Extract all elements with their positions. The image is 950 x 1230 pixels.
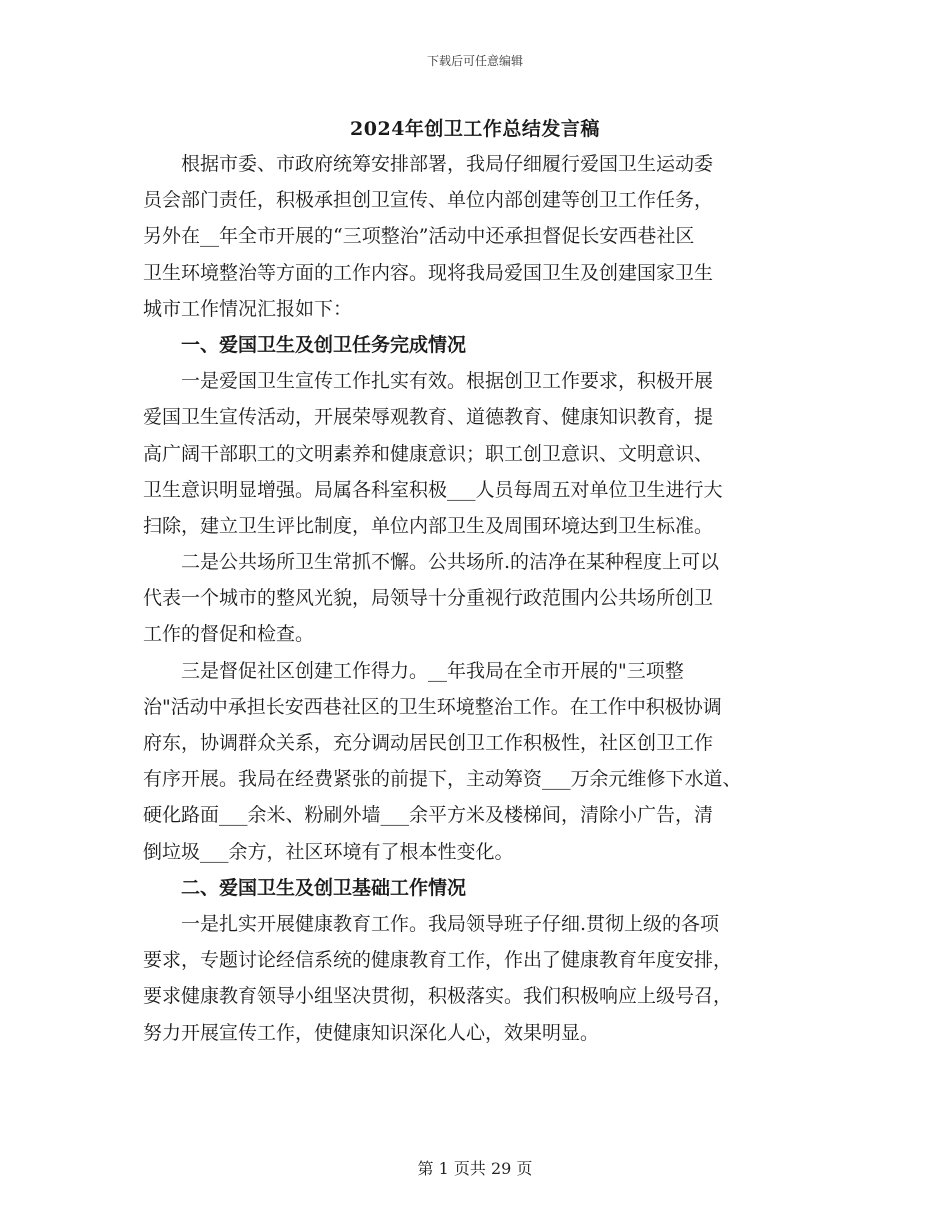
paragraph-line: 三是督促社区创建工作得力。__年我局在全市开展的"三项整 [181,659,684,682]
paragraph-line: 卫生意识明显增强。局属各科室积极___人员每周五对单位卫生进行大 [143,478,723,501]
paragraph-line: 硬化路面___余米、粉刷外墙___余平方米及楼梯间，清除小广告，清 [143,804,714,827]
paragraph-line: 工作的督促和检查。 [143,623,315,646]
paragraph-line: 扫除，建立卫生评比制度，单位内部卫生及周围环境达到卫生标准。 [143,514,714,537]
paragraph-line: 高广阔干部职工的文明素养和健康意识；职工创卫意识、文明意识、 [143,442,714,465]
page-number: 第 1 页共 29 页 [417,1159,533,1178]
paragraph-line: 二是公共场所卫生常抓不懈。公共场所.的洁净在某种程度上可以 [181,551,720,574]
section-heading: 一、爱国卫生及创卫任务完成情况 [181,333,467,356]
paragraph-line: 努力开展宣传工作，使健康知识深化人心，效果明显。 [143,1021,600,1044]
page-header-note: 下载后可任意编辑 [426,54,523,68]
section-heading: 二、爱国卫生及创卫基础工作情况 [181,876,467,899]
paragraph-line: 一是扎实开展健康教育工作。我局领导班子仔细.贯彻上级的各项 [181,912,720,935]
page-title: 2024年创卫工作总结发言稿 [350,118,600,140]
paragraph-line: 治"活动中承担长安西巷社区的卫生环境整治工作。在工作中积极协调 [143,695,722,718]
paragraph-line: 员会部门责任，积极承担创卫宣传、单位内部创建等创卫工作任务， [143,189,714,212]
paragraph-line: 卫生环境整治等方面的工作内容。现将我局爱国卫生及创建国家卫生 [143,261,714,284]
paragraph-line: 根据市委、市政府统筹安排部署，我局仔细履行爱国卫生运动委 [181,153,714,175]
paragraph-line: 要求，专题讨论经信系统的健康教育工作，作出了健康教育年度安排， [143,949,733,972]
paragraph-line: 有序开展。我局在经费紧张的前提下，主动筹资___万余元维修下水道、 [143,768,742,791]
paragraph-line: 府东，协调群众关系，充分调动居民创卫工作积极性，社区创卫工作 [143,732,714,754]
document-body [143,146,823,1051]
paragraph-line: 一是爱国卫生宣传工作扎实有效。根据创卫工作要求，积极开展 [181,370,714,393]
paragraph-line: 要求健康教育领导小组坚决贯彻，积极落实。我们积极响应上级号召， [143,985,733,1008]
paragraph-line: 另外在__年全市开展的“三项整治”活动中还承担督促长安西巷社区 [143,225,695,248]
paragraph-line: 倒垃圾___余方，社区环境有了根本性变化。 [143,840,514,863]
paragraph-line: 代表一个城市的整风光貌，局领导十分重视行政范围内公共场所创卫 [143,587,714,610]
paragraph-line: 城市工作情况汇报如下： [143,297,353,320]
paragraph-line: 爱国卫生宣传活动，开展荣辱观教育、道德教育、健康知识教育，提 [143,406,714,429]
